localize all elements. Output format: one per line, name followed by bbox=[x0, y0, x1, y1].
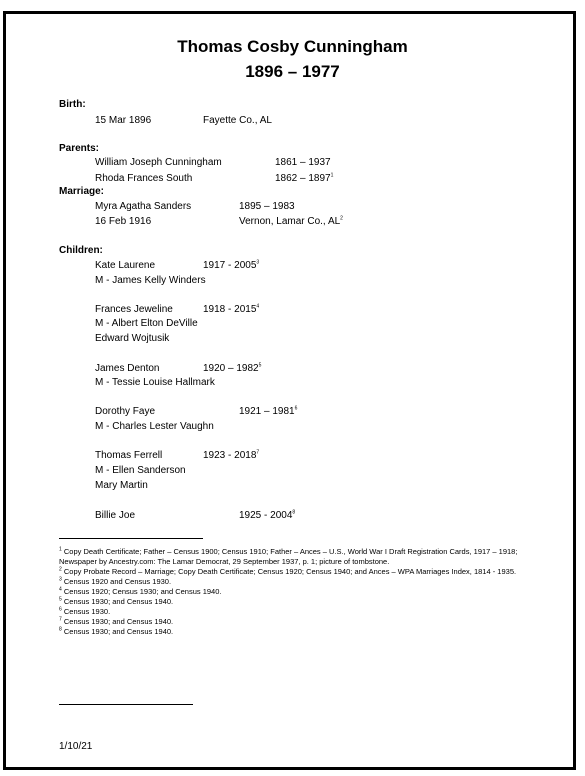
children-heading: Children: bbox=[59, 245, 103, 256]
birth-heading: Birth: bbox=[59, 99, 86, 110]
child-spouse: M - Tessie Louise Hallmark bbox=[95, 377, 215, 388]
child-years: 1921 – 1981$^6$ bbox=[239, 405, 298, 417]
marriage-date: 16 Feb 1916 bbox=[95, 216, 152, 227]
footnote: $^1$ Copy Death Certificate; Father – Census 1900; Census 1910; Father – Ances – U.S., World War I Draft Registration Cards, 1917 – 1918; Newspaper by Ancestry.com: The Lamar Democrat, 29 September 1937, p. 1; picture of tombstone. bbox=[59, 546, 518, 566]
footnote: $^2$ Copy Probate Record – Marriage; Copy Death Certificate; Census 1920; Census 1940; and Ances – WPA Marriages Index, 1814 - 1935. bbox=[59, 566, 517, 576]
footnote: $^7$ Census 1930; and Census 1940. bbox=[59, 616, 174, 626]
footnote-ref: 4 bbox=[256, 303, 260, 310]
parent-years: 1862 – 1897$^1$ bbox=[275, 172, 334, 184]
parents-heading: Parents: bbox=[59, 143, 100, 154]
footnote-separator bbox=[59, 538, 203, 539]
footnotes bbox=[59, 547, 527, 637]
child-name: James Denton bbox=[95, 363, 160, 374]
child-spouse: Mary Martin bbox=[95, 480, 148, 491]
document-date: 1/10/21 bbox=[59, 741, 93, 752]
birth-date: 15 Mar 1896 bbox=[95, 115, 152, 126]
footnote-ref: 1 bbox=[330, 172, 334, 179]
footnote: $^5$ Census 1930; and Census 1940. bbox=[59, 596, 174, 606]
footnote: $^8$ Census 1930; and Census 1940. bbox=[59, 626, 174, 636]
child-spouse: M - Ellen Sanderson bbox=[95, 465, 186, 476]
child-years: 1920 – 1982$^5$ bbox=[203, 362, 262, 374]
footnote-ref: 8 bbox=[292, 509, 296, 516]
life-span: 1896 – 1977 bbox=[245, 62, 340, 81]
footnote-ref: 7 bbox=[256, 449, 260, 456]
signature-line bbox=[59, 704, 193, 705]
parent-years: 1861 – 1937 bbox=[275, 157, 331, 168]
child-years: 1923 - 2018$^7$ bbox=[203, 449, 260, 461]
child-spouse: M - Charles Lester Vaughn bbox=[95, 421, 214, 432]
page-border bbox=[3, 11, 576, 770]
marriage-place: Vernon, Lamar Co., $AL^2$ bbox=[239, 215, 343, 227]
child-name: Kate Laurene bbox=[95, 260, 156, 271]
child-years: 1917 - 2005$^3$ bbox=[203, 259, 260, 271]
footnote: $^3$ Census 1920 and Census 1930. bbox=[59, 576, 172, 586]
footnote-ref: 2 bbox=[340, 215, 343, 222]
footnote-ref: 5 bbox=[258, 362, 262, 369]
child-name: Frances Jeweline bbox=[95, 304, 173, 315]
child-name: Thomas Ferrell bbox=[95, 450, 163, 461]
parent-name: Rhoda Frances South bbox=[95, 173, 193, 184]
birth-place: Fayette Co., AL bbox=[203, 115, 272, 126]
footnote-ref: 6 bbox=[294, 405, 298, 412]
child-spouse: M - James Kelly Winders bbox=[95, 275, 206, 286]
spouse-years: 1895 – 1983 bbox=[239, 201, 295, 212]
parent-name: William Joseph Cunningham bbox=[95, 157, 222, 168]
child-spouse: M - Albert Elton DeVille bbox=[95, 318, 198, 329]
child-spouse: Edward Wojtusik bbox=[95, 333, 170, 344]
footnote: $^6$ Census 1930. bbox=[59, 606, 111, 616]
marriage-heading: Marriage: bbox=[59, 186, 105, 197]
spouse-name: Myra Agatha Sanders bbox=[95, 201, 192, 212]
person-name: Thomas Cosby Cunningham bbox=[177, 37, 408, 56]
footnote: $^4$ Census 1920; Census 1930; and Census 1940. bbox=[59, 586, 222, 596]
child-years: 1918 - 2015$^4$ bbox=[203, 303, 260, 315]
child-name: Billie Joe bbox=[95, 510, 136, 521]
child-years: 1925 - 2004$^8$ bbox=[239, 509, 296, 521]
footnote-ref: 3 bbox=[256, 259, 260, 266]
child-name: Dorothy Faye bbox=[95, 406, 156, 417]
